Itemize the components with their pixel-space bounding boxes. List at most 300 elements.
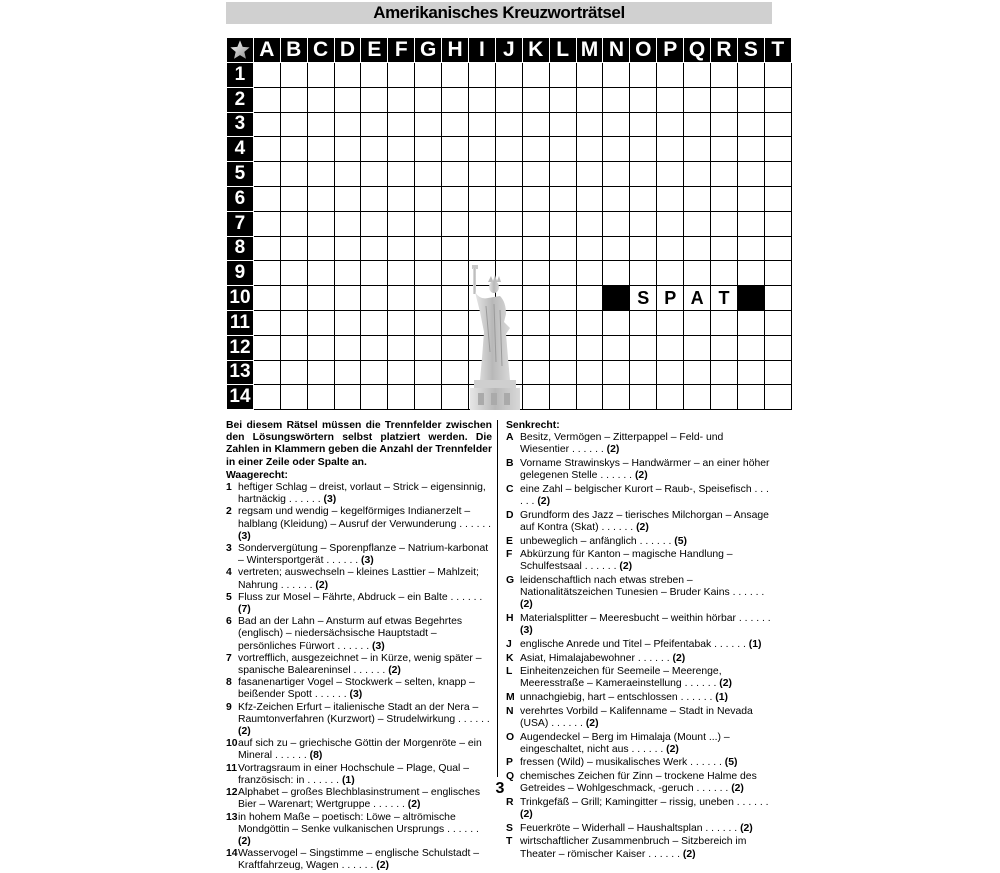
grid-cell[interactable]: [388, 310, 415, 335]
grid-cell[interactable]: [630, 310, 657, 335]
grid-cell[interactable]: [657, 236, 684, 261]
grid-cell[interactable]: [737, 360, 764, 385]
grid-cell[interactable]: [711, 261, 738, 286]
grid-cell[interactable]: [442, 112, 469, 137]
grid-cell[interactable]: [764, 360, 791, 385]
grid-cell[interactable]: [334, 63, 361, 88]
grid-cell[interactable]: [711, 360, 738, 385]
grid-cell[interactable]: [630, 63, 657, 88]
grid-cell[interactable]: [522, 211, 549, 236]
grid-cell[interactable]: [549, 385, 576, 410]
grid-cell[interactable]: [764, 211, 791, 236]
grid-cell[interactable]: [388, 236, 415, 261]
grid-cell[interactable]: [576, 310, 603, 335]
grid-cell[interactable]: [469, 286, 496, 311]
grid-cell[interactable]: [361, 385, 388, 410]
grid-cell[interactable]: [388, 112, 415, 137]
grid-cell[interactable]: [522, 360, 549, 385]
grid-cell[interactable]: [684, 211, 711, 236]
grid-cell[interactable]: [576, 162, 603, 187]
grid-cell[interactable]: [415, 236, 442, 261]
grid-cell[interactable]: [549, 310, 576, 335]
grid-cell[interactable]: [469, 112, 496, 137]
clue-leader-dots: . . . . . .: [307, 774, 342, 786]
grid-cell[interactable]: [603, 112, 630, 137]
grid-cell[interactable]: [737, 310, 764, 335]
given-letter-cell[interactable]: S: [630, 286, 657, 311]
grid-cell[interactable]: [361, 286, 388, 311]
grid-cell[interactable]: [388, 385, 415, 410]
grid-cell[interactable]: [657, 385, 684, 410]
grid-cell[interactable]: [442, 87, 469, 112]
grid-cell[interactable]: [307, 286, 334, 311]
grid-cell[interactable]: [630, 335, 657, 360]
grid-cell[interactable]: [388, 211, 415, 236]
grid-cell[interactable]: [576, 87, 603, 112]
grid-cell[interactable]: [711, 211, 738, 236]
grid-cell[interactable]: [415, 63, 442, 88]
grid-cell[interactable]: [603, 360, 630, 385]
column-header: K: [522, 38, 549, 63]
grid-cell[interactable]: [576, 186, 603, 211]
grid-cell[interactable]: [684, 360, 711, 385]
grid-cell[interactable]: [361, 63, 388, 88]
grid-cell[interactable]: [388, 186, 415, 211]
grid-cell[interactable]: [361, 261, 388, 286]
grid-cell[interactable]: [522, 162, 549, 187]
grid-cell[interactable]: [549, 87, 576, 112]
grid-cell[interactable]: [549, 360, 576, 385]
grid-cell[interactable]: [361, 112, 388, 137]
grid-cell[interactable]: [495, 186, 522, 211]
grid-cell[interactable]: [442, 310, 469, 335]
clue-item: [226, 482, 492, 506]
grid-cell[interactable]: [522, 63, 549, 88]
grid-cell[interactable]: [361, 335, 388, 360]
grid-cell[interactable]: [307, 211, 334, 236]
grid-cell[interactable]: [469, 162, 496, 187]
separator-cell[interactable]: [737, 286, 764, 311]
grid-cell[interactable]: [415, 385, 442, 410]
grid-cell[interactable]: [711, 385, 738, 410]
grid-cell[interactable]: [495, 261, 522, 286]
grid-cell[interactable]: [307, 310, 334, 335]
grid-cell[interactable]: [522, 385, 549, 410]
grid-cell[interactable]: [630, 162, 657, 187]
grid-cell[interactable]: [415, 310, 442, 335]
clue-item: [506, 575, 772, 612]
grid-cell[interactable]: [711, 162, 738, 187]
grid-cell[interactable]: [469, 335, 496, 360]
grid-cell[interactable]: [603, 87, 630, 112]
grid-cell[interactable]: [522, 310, 549, 335]
grid-cell[interactable]: [280, 286, 307, 311]
grid-cell[interactable]: [442, 335, 469, 360]
grid-cell[interactable]: [334, 186, 361, 211]
grid-cell[interactable]: [334, 385, 361, 410]
grid-cell[interactable]: [603, 236, 630, 261]
grid-cell[interactable]: [549, 261, 576, 286]
grid-cell[interactable]: [495, 211, 522, 236]
grid-cell[interactable]: [334, 310, 361, 335]
grid-cell[interactable]: [469, 63, 496, 88]
grid-cell[interactable]: [576, 261, 603, 286]
grid-cell[interactable]: [603, 211, 630, 236]
grid-cell[interactable]: [469, 87, 496, 112]
grid-cell[interactable]: [280, 186, 307, 211]
grid-cell[interactable]: [253, 162, 280, 187]
grid-cell[interactable]: [603, 310, 630, 335]
grid-cell[interactable]: [469, 236, 496, 261]
grid-cell[interactable]: [361, 87, 388, 112]
grid-cell[interactable]: [334, 335, 361, 360]
grid-cell[interactable]: [522, 261, 549, 286]
grid-cell[interactable]: [630, 211, 657, 236]
grid-cell[interactable]: [737, 63, 764, 88]
grid-cell[interactable]: [711, 186, 738, 211]
column-header: D: [334, 38, 361, 63]
grid-cell[interactable]: [442, 236, 469, 261]
grid-cell[interactable]: [630, 236, 657, 261]
grid-cell[interactable]: [764, 385, 791, 410]
grid-cell[interactable]: [576, 286, 603, 311]
grid-cell[interactable]: [334, 236, 361, 261]
grid-cell[interactable]: [307, 186, 334, 211]
grid-cell[interactable]: [307, 385, 334, 410]
grid-cell[interactable]: [307, 360, 334, 385]
grid-cell[interactable]: [657, 112, 684, 137]
grid-cell[interactable]: [442, 360, 469, 385]
grid-cell[interactable]: [764, 286, 791, 311]
grid-cell[interactable]: [388, 137, 415, 162]
grid-cell[interactable]: [549, 162, 576, 187]
grid-cell[interactable]: [280, 87, 307, 112]
grid-cell[interactable]: [630, 385, 657, 410]
grid-cell[interactable]: [737, 385, 764, 410]
grid-cell[interactable]: [603, 162, 630, 187]
grid-cell[interactable]: [522, 335, 549, 360]
given-letter-cell[interactable]: A: [684, 286, 711, 311]
grid-cell[interactable]: [711, 112, 738, 137]
grid-cell[interactable]: [415, 137, 442, 162]
grid-cell[interactable]: [253, 112, 280, 137]
grid-cell[interactable]: [603, 385, 630, 410]
grid-cell[interactable]: [737, 112, 764, 137]
grid-cell[interactable]: [469, 211, 496, 236]
grid-cell[interactable]: [549, 63, 576, 88]
grid-cell[interactable]: [711, 87, 738, 112]
grid-cell[interactable]: [442, 385, 469, 410]
grid-cell[interactable]: [415, 286, 442, 311]
grid-cell[interactable]: [334, 211, 361, 236]
grid-cell[interactable]: [522, 87, 549, 112]
grid-cell[interactable]: [388, 63, 415, 88]
grid-cell[interactable]: [253, 63, 280, 88]
grid-cell[interactable]: [253, 310, 280, 335]
grid-cell[interactable]: [549, 112, 576, 137]
grid-cell[interactable]: [522, 286, 549, 311]
grid-cell[interactable]: [603, 261, 630, 286]
grid-cell[interactable]: [307, 137, 334, 162]
grid-cell[interactable]: [684, 162, 711, 187]
grid-cell[interactable]: [442, 162, 469, 187]
grid-cell[interactable]: [280, 385, 307, 410]
grid-cell[interactable]: [280, 236, 307, 261]
grid-cell[interactable]: [657, 335, 684, 360]
grid-cell[interactable]: [630, 137, 657, 162]
grid-cell[interactable]: [549, 137, 576, 162]
grid-cell[interactable]: [522, 137, 549, 162]
grid-cell[interactable]: [307, 112, 334, 137]
grid-cell[interactable]: [603, 335, 630, 360]
grid-cell[interactable]: [388, 360, 415, 385]
grid-cell[interactable]: [495, 63, 522, 88]
grid-cell[interactable]: [764, 63, 791, 88]
grid-cell[interactable]: [737, 162, 764, 187]
grid-cell[interactable]: [361, 137, 388, 162]
grid-cell[interactable]: [307, 261, 334, 286]
grid-cell[interactable]: [253, 335, 280, 360]
grid-cell[interactable]: [764, 137, 791, 162]
clue-text: [520, 836, 772, 860]
grid-cell[interactable]: [307, 162, 334, 187]
grid-cell[interactable]: [764, 186, 791, 211]
grid-cell[interactable]: [495, 137, 522, 162]
grid-cell[interactable]: [576, 335, 603, 360]
grid-cell[interactable]: [737, 335, 764, 360]
grid-cell[interactable]: [415, 360, 442, 385]
grid-cell[interactable]: [495, 310, 522, 335]
grid-cell[interactable]: [388, 286, 415, 311]
grid-cell[interactable]: [576, 385, 603, 410]
separator-count: (2): [407, 799, 421, 811]
grid-cell[interactable]: [442, 137, 469, 162]
grid-row: [227, 211, 792, 236]
grid-cell[interactable]: [522, 186, 549, 211]
grid-cell[interactable]: [495, 87, 522, 112]
grid-cell[interactable]: [361, 211, 388, 236]
grid-cell[interactable]: [361, 162, 388, 187]
grid-cell[interactable]: [576, 63, 603, 88]
clue-definition: Vortragsraum in einer Hochschule – Plage, Qual – französisch: in: [238, 762, 470, 786]
separator-count: (2): [238, 835, 251, 847]
grid-cell[interactable]: [684, 236, 711, 261]
given-letter-cell[interactable]: P: [657, 286, 684, 311]
grid-cell[interactable]: [388, 87, 415, 112]
column-header: E: [361, 38, 388, 63]
grid-cell[interactable]: [307, 236, 334, 261]
grid-cell[interactable]: [684, 112, 711, 137]
grid-cell[interactable]: [630, 261, 657, 286]
grid-cell[interactable]: [576, 112, 603, 137]
row-header: 1: [227, 63, 254, 88]
grid-cell[interactable]: [657, 186, 684, 211]
grid-cell[interactable]: [684, 63, 711, 88]
grid-cell[interactable]: [361, 236, 388, 261]
grid-cell[interactable]: [630, 360, 657, 385]
grid-cell[interactable]: [737, 261, 764, 286]
grid-cell[interactable]: [657, 162, 684, 187]
grid-cell[interactable]: [684, 186, 711, 211]
grid-cell[interactable]: [737, 236, 764, 261]
grid-cell[interactable]: [711, 335, 738, 360]
grid-cell[interactable]: [280, 137, 307, 162]
grid-cell[interactable]: [253, 186, 280, 211]
grid-cell[interactable]: [711, 137, 738, 162]
grid-cell[interactable]: [253, 286, 280, 311]
grid-cell[interactable]: [307, 335, 334, 360]
grid-cell[interactable]: [764, 87, 791, 112]
grid-cell[interactable]: [280, 310, 307, 335]
grid-cell[interactable]: [307, 87, 334, 112]
grid-cell[interactable]: [764, 335, 791, 360]
grid-cell[interactable]: [442, 186, 469, 211]
grid-cell[interactable]: [253, 261, 280, 286]
clue-text: [238, 616, 492, 653]
grid-cell[interactable]: [495, 335, 522, 360]
grid-cell[interactable]: [388, 261, 415, 286]
grid-cell[interactable]: [280, 335, 307, 360]
clue-leader-dots: . . . . . .: [738, 613, 771, 625]
grid-cell[interactable]: [549, 335, 576, 360]
grid-cell[interactable]: [415, 112, 442, 137]
grid-cell[interactable]: [657, 63, 684, 88]
grid-cell[interactable]: [764, 261, 791, 286]
grid-cell[interactable]: [657, 360, 684, 385]
grid-cell[interactable]: [603, 63, 630, 88]
grid-cell[interactable]: [711, 236, 738, 261]
grid-cell[interactable]: [280, 162, 307, 187]
grid-cell[interactable]: [442, 261, 469, 286]
clue-number: O: [506, 731, 515, 743]
grid-cell[interactable]: [576, 211, 603, 236]
grid-cell[interactable]: [630, 112, 657, 137]
grid-cell[interactable]: [764, 112, 791, 137]
grid-cell[interactable]: [334, 286, 361, 311]
grid-cell[interactable]: [764, 236, 791, 261]
grid-cell[interactable]: [657, 87, 684, 112]
grid-cell[interactable]: [549, 211, 576, 236]
grid-cell[interactable]: [334, 162, 361, 187]
grid-cell[interactable]: [549, 236, 576, 261]
grid-cell[interactable]: [684, 310, 711, 335]
grid-cell[interactable]: [630, 87, 657, 112]
grid-cell[interactable]: [657, 211, 684, 236]
separator-cell[interactable]: [603, 286, 630, 311]
grid-cell[interactable]: [361, 360, 388, 385]
grid-cell[interactable]: [334, 87, 361, 112]
grid-cell[interactable]: [334, 137, 361, 162]
grid-cell[interactable]: [442, 63, 469, 88]
grid-cell[interactable]: [522, 112, 549, 137]
grid-cell[interactable]: [280, 63, 307, 88]
grid-cell[interactable]: [764, 310, 791, 335]
clue-definition: unbeweglich – anfänglich: [520, 535, 640, 547]
grid-cell[interactable]: [495, 385, 522, 410]
grid-cell[interactable]: [253, 360, 280, 385]
grid-cell[interactable]: [576, 137, 603, 162]
grid-cell[interactable]: [469, 261, 496, 286]
grid-cell[interactable]: [684, 385, 711, 410]
grid-cell[interactable]: [253, 137, 280, 162]
grid-cell[interactable]: [415, 261, 442, 286]
grid-cell[interactable]: [280, 112, 307, 137]
grid-cell[interactable]: [630, 186, 657, 211]
grid-cell[interactable]: [657, 137, 684, 162]
grid-cell[interactable]: [495, 360, 522, 385]
grid-cell[interactable]: [469, 360, 496, 385]
grid-cell[interactable]: [415, 87, 442, 112]
grid-cell[interactable]: [280, 261, 307, 286]
clue-definition: eine Zahl – belgischer Kurort – Raub-, Speisefisch: [520, 483, 755, 495]
clue-definition: Bad an der Lahn – Ansturm auf etwas Begehrtes (englisch) – niedersächsische Hauptstadt – persönliches Fürwort: [238, 616, 463, 652]
given-letter-cell[interactable]: T: [711, 286, 738, 311]
grid-cell[interactable]: [280, 211, 307, 236]
grid-cell[interactable]: [388, 335, 415, 360]
grid-cell[interactable]: [657, 310, 684, 335]
grid-cell[interactable]: [469, 310, 496, 335]
grid-cell[interactable]: [684, 335, 711, 360]
grid-cell[interactable]: [415, 162, 442, 187]
grid-cell[interactable]: [522, 236, 549, 261]
grid-cell[interactable]: [469, 186, 496, 211]
grid-cell[interactable]: [415, 211, 442, 236]
grid-cell[interactable]: [495, 236, 522, 261]
clue-leader-dots: . . . . . .: [680, 692, 716, 704]
grid-cell[interactable]: [603, 186, 630, 211]
grid-cell[interactable]: [442, 286, 469, 311]
grid-cell[interactable]: [684, 87, 711, 112]
grid-cell[interactable]: [253, 87, 280, 112]
grid-cell[interactable]: [684, 261, 711, 286]
grid-cell[interactable]: [442, 211, 469, 236]
grid-cell[interactable]: [549, 186, 576, 211]
grid-cell[interactable]: [737, 211, 764, 236]
grid-cell[interactable]: [334, 261, 361, 286]
grid-cell[interactable]: [711, 63, 738, 88]
grid-cell[interactable]: [388, 162, 415, 187]
grid-cell[interactable]: [253, 385, 280, 410]
grid-cell[interactable]: [549, 286, 576, 311]
grid-cell[interactable]: [334, 360, 361, 385]
grid-cell[interactable]: [576, 236, 603, 261]
clue-text: [238, 567, 492, 591]
grid-cell[interactable]: [684, 137, 711, 162]
grid-cell[interactable]: [737, 137, 764, 162]
grid-cell[interactable]: [603, 137, 630, 162]
grid-cell[interactable]: [576, 360, 603, 385]
grid-cell[interactable]: [253, 211, 280, 236]
grid-cell[interactable]: [334, 112, 361, 137]
grid-cell[interactable]: [657, 261, 684, 286]
grid-cell[interactable]: [415, 186, 442, 211]
grid-cell[interactable]: [737, 186, 764, 211]
grid-cell[interactable]: [469, 385, 496, 410]
grid-cell[interactable]: [361, 310, 388, 335]
grid-cell[interactable]: [711, 310, 738, 335]
grid-cell[interactable]: [415, 335, 442, 360]
grid-cell[interactable]: [280, 360, 307, 385]
grid-cell[interactable]: [469, 137, 496, 162]
grid-cell[interactable]: [307, 63, 334, 88]
grid-cell[interactable]: [495, 286, 522, 311]
grid-cell[interactable]: [495, 162, 522, 187]
grid-cell[interactable]: [737, 87, 764, 112]
grid-cell[interactable]: [361, 186, 388, 211]
grid-cell[interactable]: [764, 162, 791, 187]
grid-cell[interactable]: [253, 236, 280, 261]
grid-cell[interactable]: [495, 112, 522, 137]
